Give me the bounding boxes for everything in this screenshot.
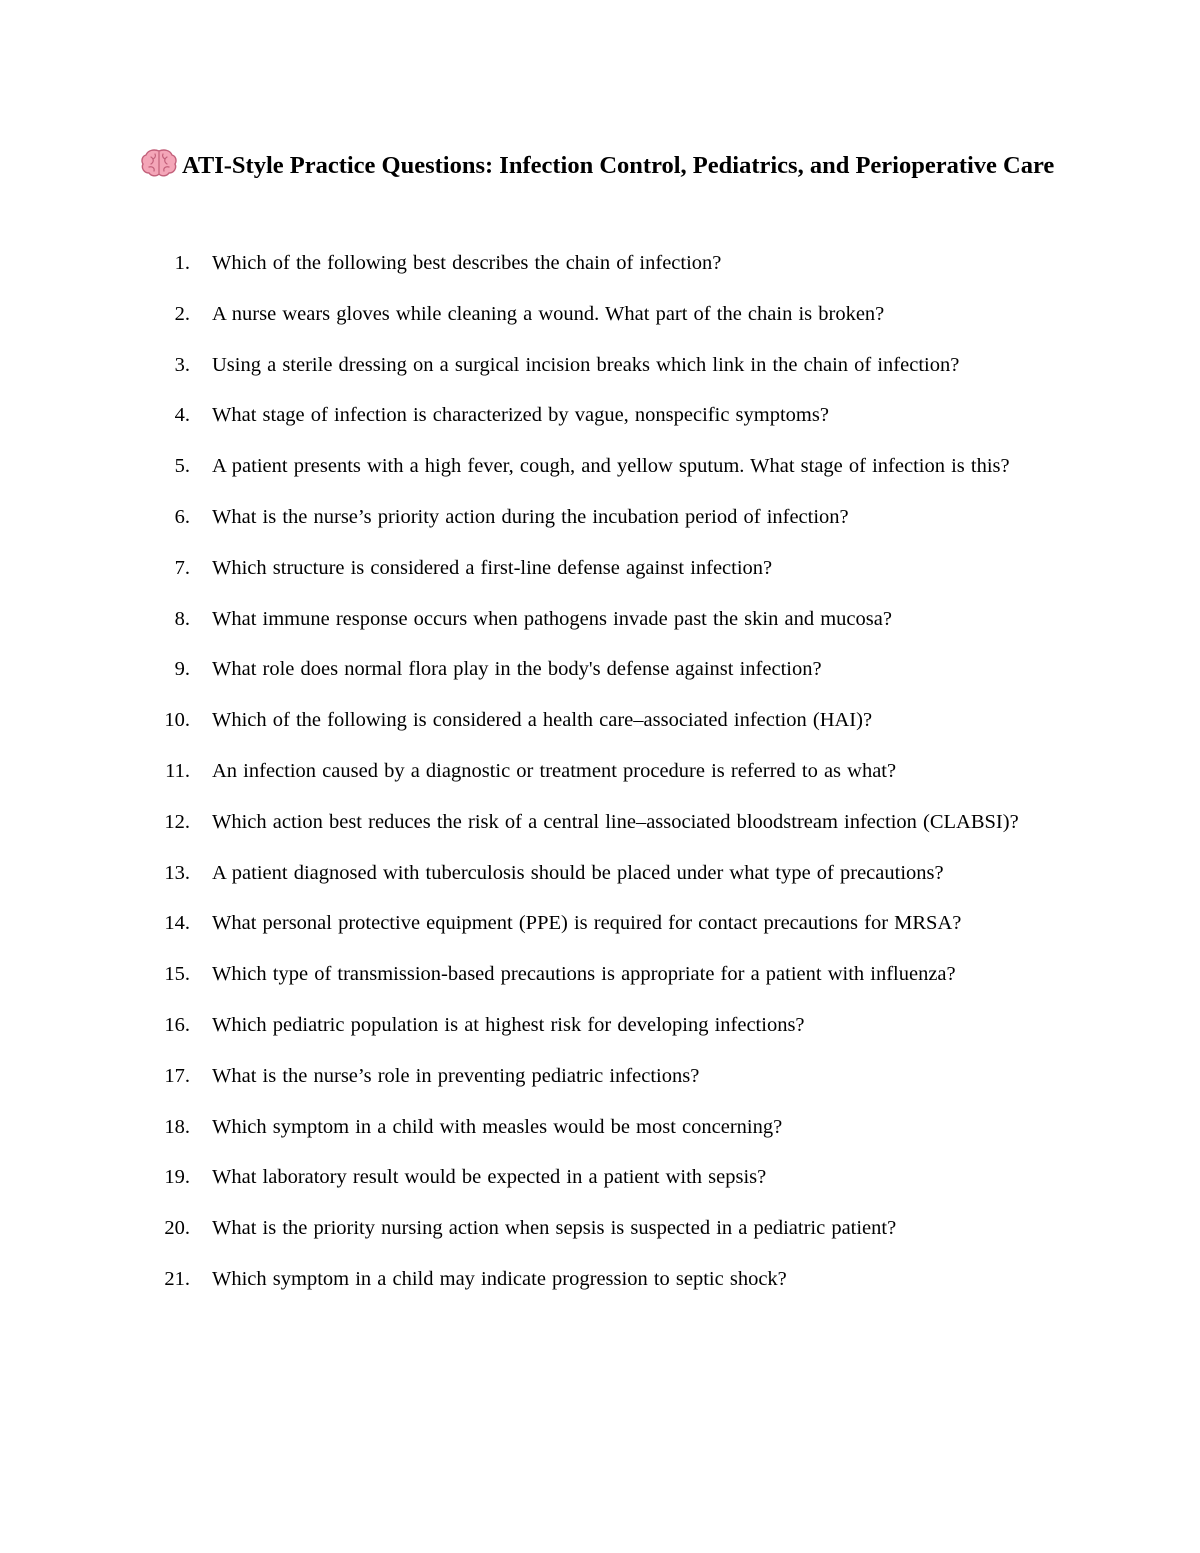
question-number: 15.	[164, 963, 190, 986]
question-item	[140, 301, 1080, 328]
question-text: A patient diagnosed with tuberculosis should be placed under what type of precautions?	[212, 861, 944, 884]
question-text: Which of the following best describes the chain of infection?	[212, 252, 722, 274]
question-text: Which of the following is considered a health care–associated infection (HAI)?	[212, 709, 873, 732]
question-number: 14.	[164, 912, 190, 935]
question-item	[140, 1215, 1080, 1242]
question-number: 18.	[164, 1115, 190, 1138]
question-item	[140, 860, 1080, 887]
question-text: What laboratory result would be expected in a patient with sepsis?	[212, 1166, 767, 1189]
question-number: 19.	[164, 1166, 190, 1189]
question-item	[140, 402, 1080, 429]
question-number: 21.	[164, 1267, 190, 1290]
question-item	[140, 606, 1080, 633]
question-number: 3.	[174, 353, 190, 376]
question-number: 13.	[164, 861, 190, 884]
question-item	[140, 1164, 1080, 1191]
question-number: 10.	[164, 709, 190, 732]
question-text: What is the nurse’s role in preventing pediatric infections?	[212, 1064, 700, 1087]
question-text: Using a sterile dressing on a surgical incision breaks which link in the chain of infection?	[212, 353, 960, 376]
question-number: 9.	[174, 658, 190, 681]
question-item	[140, 504, 1080, 531]
question-text: Which pediatric population is at highest risk for developing infections?	[212, 1013, 805, 1036]
question-text: What immune response occurs when pathogens invade past the skin and mucosa?	[212, 607, 892, 630]
question-item	[140, 758, 1080, 785]
question-text: Which action best reduces the risk of a central line–associated bloodstream infection (CLABSI)?	[212, 810, 1019, 833]
brain-icon	[140, 148, 178, 178]
question-text: What is the priority nursing action when sepsis is suspected in a pediatric patient?	[212, 1217, 897, 1240]
question-number: 2.	[174, 302, 190, 325]
question-number: 5.	[174, 455, 190, 478]
question-text: An infection caused by a diagnostic or treatment procedure is referred to as what?	[212, 759, 897, 782]
question-item	[140, 1114, 1080, 1141]
question-text: Which type of transmission-based precautions is appropriate for a patient with influenza?	[212, 963, 956, 986]
question-number: 8.	[174, 607, 190, 630]
question-item	[140, 453, 1080, 480]
question-number: 7.	[174, 556, 190, 579]
question-item	[140, 910, 1080, 937]
question-list	[140, 250, 1080, 1317]
question-text: Which symptom in a child with measles would be most concerning?	[212, 1115, 783, 1138]
page-title	[140, 146, 1080, 186]
question-item	[140, 250, 1080, 277]
question-item	[140, 1266, 1080, 1293]
question-number: 11.	[165, 759, 190, 782]
title-text: ATI-Style Practice Questions: Infection Control, Pediatrics, and Perioperative Care	[182, 152, 1055, 179]
question-item	[140, 707, 1080, 734]
question-item	[140, 961, 1080, 988]
question-text: What role does normal flora play in the body's defense against infection?	[212, 658, 822, 681]
question-text: A patient presents with a high fever, cough, and yellow sputum. What stage of infection is this?	[212, 455, 1010, 478]
question-number: 17.	[164, 1064, 190, 1087]
question-number: 6.	[174, 505, 190, 528]
question-number: 4.	[174, 404, 190, 427]
question-text: Which structure is considered a first-line defense against infection?	[212, 556, 773, 579]
question-text: What personal protective equipment (PPE) is required for contact precautions for MRSA?	[212, 912, 962, 935]
question-item	[140, 352, 1080, 379]
question-text: What stage of infection is characterized by vague, nonspecific symptoms?	[212, 404, 829, 427]
question-item	[140, 1012, 1080, 1039]
question-item	[140, 656, 1080, 683]
question-text: A nurse wears gloves while cleaning a wound. What part of the chain is broken?	[212, 302, 885, 325]
question-text: Which symptom in a child may indicate progression to septic shock?	[212, 1267, 787, 1290]
question-number: 1.	[174, 252, 190, 274]
question-item	[140, 555, 1080, 582]
question-text: What is the nurse’s priority action during the incubation period of infection?	[212, 505, 849, 528]
question-item	[140, 809, 1080, 836]
question-number: 16.	[164, 1013, 190, 1036]
question-item	[140, 1063, 1080, 1090]
question-number: 12.	[164, 810, 190, 833]
question-number: 20.	[164, 1217, 190, 1240]
